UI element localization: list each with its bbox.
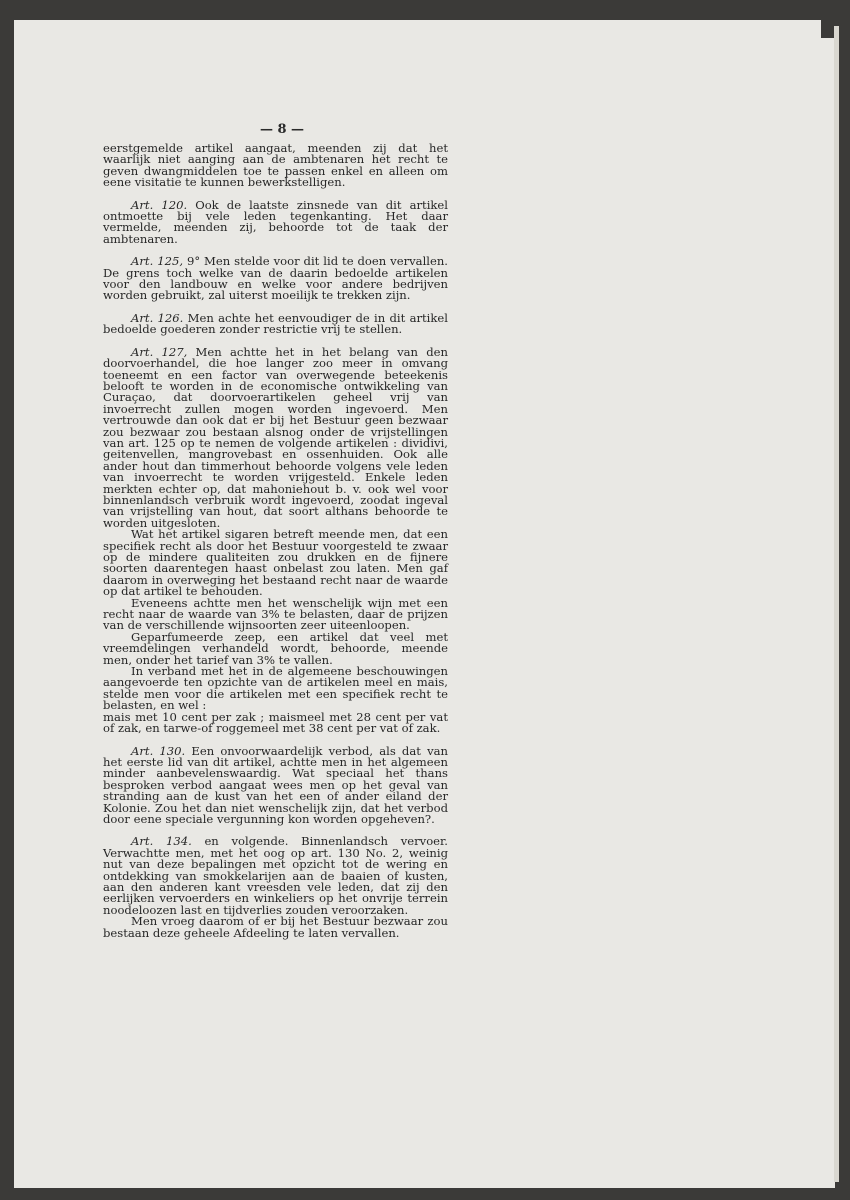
- paragraph-meel-mais: [103, 666, 448, 712]
- paragraph-text: eerstgemelde artikel aangaat, meenden zij dat het waarlijk niet aanging aan de ambtenaren het recht te geven dwangmiddelen toe te passen enkel en alleen om eene visitatie te kunnen bewerkstelligen.: [103, 141, 448, 190]
- article-reference: Art. 120.: [131, 197, 188, 212]
- paragraph-art-126: [103, 310, 448, 337]
- paragraph-text: Geparfumeerde zeep, een artikel dat veel met vreemdelingen verhandeld wordt, behoorde, meende men, onder het tarief van 3% te vallen.: [103, 629, 448, 667]
- article-reference: Art. 130.: [131, 743, 186, 758]
- paragraph-text: Men vroeg daarom of er bij het Bestuur bezwaar zou bestaan deze geheele Afdeeling te laten vervallen.: [103, 914, 448, 940]
- paragraph-wijn: [103, 595, 448, 633]
- paragraph-text: mais met 10 cent per zak ; maismeel met 28 cent per vat of zak, en tarwe-of roggemeel met 38 cent per vat of zak.: [103, 709, 448, 736]
- paragraph-art-134: [103, 836, 448, 916]
- paragraph-continuation: [103, 143, 448, 189]
- article-reference: Art. 134.: [131, 834, 192, 849]
- page-number: — 8 —: [259, 122, 305, 137]
- paragraph-text: Eveneens achtte men het wenschelijk wijn met een recht naar de waarde van 3% te belasten, daar de prijzen van de verschillende wijnsoorten zeer uiteenloopen.: [103, 595, 448, 633]
- paragraph-text: en volgende. Binnenlandsch vervoer. Verwachtte men, met het oog op art. 130 No. 2, weinig nut van deze bepalingen met opzicht tot de wering en ontdekking van smokkelarijen aan de baaien of kusten, aan den anderen kant vreesden vele leden, dat zij den eerlijken vervoerders en winkeliers op het onvrije terrein noodeloozen last en tijdverlies zouden veroorzaken.: [103, 834, 448, 917]
- paragraph-text: Men achtte het in het belang van den doorvoerhandel, die hoe langer zoo meer in omvang toeneemt en een factor van overwegende beteekenis belooft te worden in de economische ontwikkeling van Curaçao, dat doorvoerartikelen geheel vrij van invoerrecht zullen mogen worden ingevoerd. Men vertrouwde dan ook dat er bij het Bestuur geen bezwaar zou bezwaar zou bestaan alsnog onder de vrijstellingen van art. 125 op te nemen de volgende artikelen : dividivi, geitenvellen, mangrovebast en ossenhuiden. Ook alle ander hout dan timmerhout behoorde volgens vele leden van invoerrecht te worden vrijgesteld. Enkele leden merkten echter op, dat mahoniehout b. v. ook wel voor binnenlandsch verbruik wordt ingevoerd, zoodat ingeval van vrijstelling van hout, dat soort althans behoorde te worden uitgesloten.: [103, 344, 448, 530]
- paragraph-text: In verband met het in de algemeene beschouwingen aangevoerde ten opzichte van de artikelen meel en mais, stelde men voor die artikelen met een specifiek recht te belasten, en wel :: [103, 664, 448, 713]
- document-page: [14, 20, 835, 1188]
- paragraph-art-120: [103, 197, 448, 246]
- article-reference: Art. 125,: [131, 254, 184, 269]
- page-corner: [821, 20, 835, 38]
- paragraph-text: Een onvoorwaardelijk verbod, als dat van het eerste lid van dit artikel, achtte men in het algemeen minder aanbevelenswaardig. Wat speciaal het thans besproken verbod aangaat wees men op het geval van stranding aan de kust van het een of ander eiland der Kolonie. Zou het dan niet wenschelijk zijn, dat het verbod door eene speciale vergunning kon worden opgeheven?.: [103, 743, 448, 826]
- paragraph-art-130: [103, 743, 448, 826]
- paragraph-afdeeling: [103, 916, 448, 939]
- page-edge: [834, 26, 839, 1182]
- paragraph-art-125: [103, 256, 448, 302]
- paragraph-zeep: [103, 629, 448, 667]
- paragraph-art-127: [103, 344, 448, 530]
- paragraph-text: Wat het artikel sigaren betreft meende men, dat een specifiek recht als door het Bestuur voorgesteld te zwaar op de mindere qualiteiten zou drukken en de fijnere soorten daarentegen haast onbelast zou laten. Men gaf daarom in overweging het bestaand recht naar de waarde op dat artikel te behouden.: [103, 527, 448, 599]
- paragraph-text: Ook de laatste zinsnede van dit artikel ontmoette bij vele leden tegenkanting. Het daar vermelde, meenden zij, behoorde tot de taak der ambtenaren.: [103, 197, 448, 246]
- article-reference: Art. 126.: [131, 310, 184, 325]
- paragraph-text: 9° Men stelde voor dit lid te doen vervallen. De grens toch welke van de daarin bedoelde artikelen voor den landbouw en welke voor andere bedrijven worden gebruikt, zal uiterst moeilijk te trekken zijn.: [103, 254, 448, 303]
- paragraph-tarief: [103, 709, 448, 736]
- paragraph-text: Men achte het eenvoudiger de in dit artikel bedoelde goederen zonder restrictie vrij te stellen.: [103, 310, 448, 337]
- paragraph-sigaren: [103, 529, 448, 597]
- text-column: [103, 143, 448, 939]
- article-reference: Art. 127,: [131, 344, 188, 359]
